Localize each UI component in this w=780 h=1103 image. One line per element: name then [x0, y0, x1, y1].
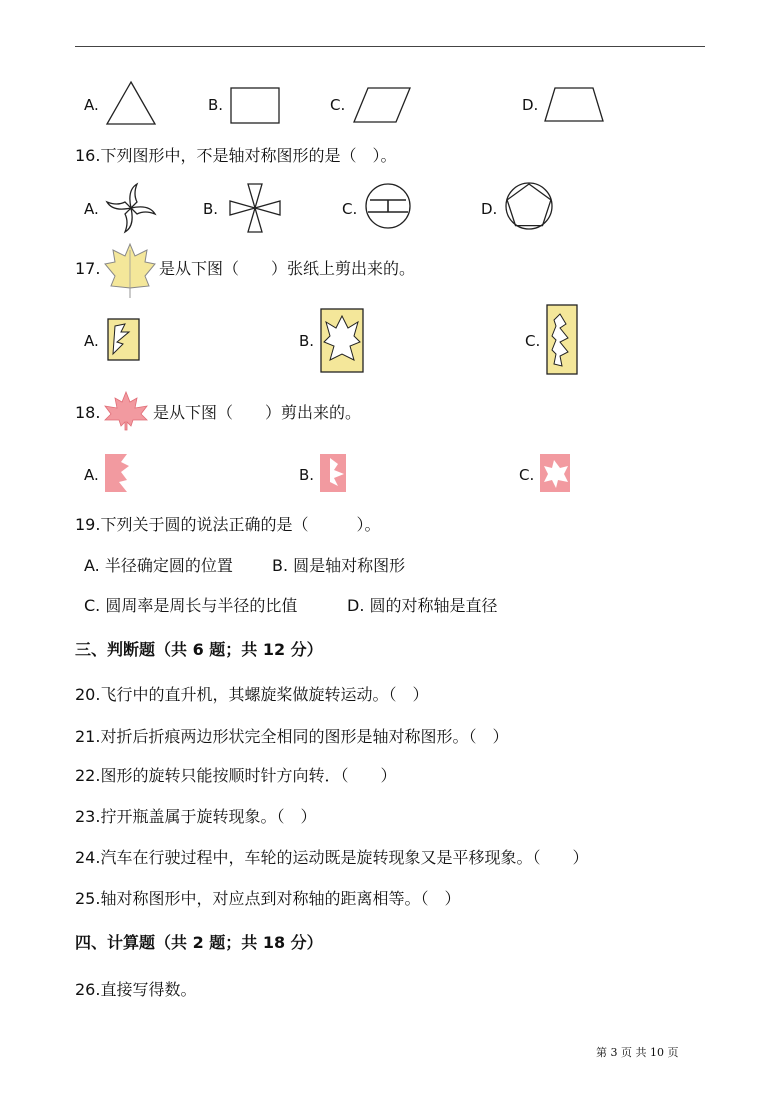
parallelogram-icon	[352, 87, 414, 125]
q18-option-a: A.	[84, 466, 99, 484]
q17-option-c: C.	[525, 332, 541, 350]
q16-option-a: A.	[84, 200, 99, 218]
q19-option-a: A. 半径确定圆的位置	[84, 556, 233, 575]
q16-option-c: C.	[342, 200, 358, 218]
q15-option-d: D.	[522, 96, 539, 114]
q18-number: 18.	[75, 403, 101, 422]
q18-option-b: B.	[299, 466, 315, 484]
q15-option-a: A.	[84, 96, 99, 114]
q18-option-c: C.	[519, 466, 535, 484]
paper-a-icon	[107, 318, 141, 362]
judge-q21: 21.对折后折痕两边形状完全相同的图形是轴对称图形。（ ）	[75, 727, 509, 746]
q16-option-b: B.	[203, 200, 219, 218]
paper-c-icon	[546, 304, 580, 376]
q15-option-c: C.	[330, 96, 346, 114]
q18-stem: 是从下图（ ）剪出来的。	[153, 403, 362, 422]
q15-option-b: B.	[208, 96, 224, 114]
q17-option-b: B.	[299, 332, 315, 350]
judge-q20: 20.飞行中的直升机，其螺旋桨做旋转运动。（ ）	[75, 685, 429, 704]
judge-q23: 23.拧开瓶盖属于旋转现象。（ ）	[75, 807, 317, 826]
q19-option-d: D. 圆的对称轴是直径	[347, 596, 498, 615]
section-4-title: 四、计算题（共 2 题；共 18 分）	[75, 933, 323, 952]
q16-option-d: D.	[481, 200, 498, 218]
q17-number: 17.	[75, 259, 101, 278]
header-rule	[75, 46, 705, 47]
leaf-icon	[103, 242, 157, 300]
q17-stem: 是从下图（ ）张纸上剪出来的。	[159, 259, 416, 278]
circle-symbol-icon	[364, 182, 412, 230]
paper-pink-a-icon	[105, 452, 131, 494]
triangle-icon	[105, 80, 157, 126]
maple-leaf-icon	[103, 390, 149, 432]
trapezoid-icon	[543, 87, 607, 125]
pinwheel-icon	[103, 180, 159, 236]
paper-b-icon	[320, 308, 366, 374]
section-3-title: 三、判断题（共 6 题；共 12 分）	[75, 640, 323, 659]
circle-pentagon-icon	[504, 181, 554, 231]
rectangle-icon	[230, 87, 282, 125]
q19-stem: 19.下列关于圆的说法正确的是（ ）。	[75, 515, 381, 534]
q17-option-a: A.	[84, 332, 99, 350]
paper-pink-c-icon	[540, 452, 572, 494]
page-footer: 第 3 页 共 10 页	[596, 1046, 679, 1059]
judge-q24: 24.汽车在行驶过程中，车轮的运动既是旋转现象又是平移现象。（ ）	[75, 848, 589, 867]
q16-stem: 16.下列图形中，不是轴对称图形的是（ ）。	[75, 146, 397, 165]
q19-option-c: C. 圆周率是周长与半径的比值	[84, 596, 298, 615]
q19-option-b: B. 圆是轴对称图形	[272, 556, 406, 575]
paper-pink-b-icon	[320, 452, 348, 494]
judge-q22: 22.图形的旋转只能按顺时针方向转．（ ）	[75, 766, 397, 785]
cross-blades-icon	[228, 182, 282, 234]
judge-q25: 25.轴对称图形中，对应点到对称轴的距离相等。（ ）	[75, 889, 461, 908]
q26-stem: 26.直接写得数。	[75, 980, 197, 999]
